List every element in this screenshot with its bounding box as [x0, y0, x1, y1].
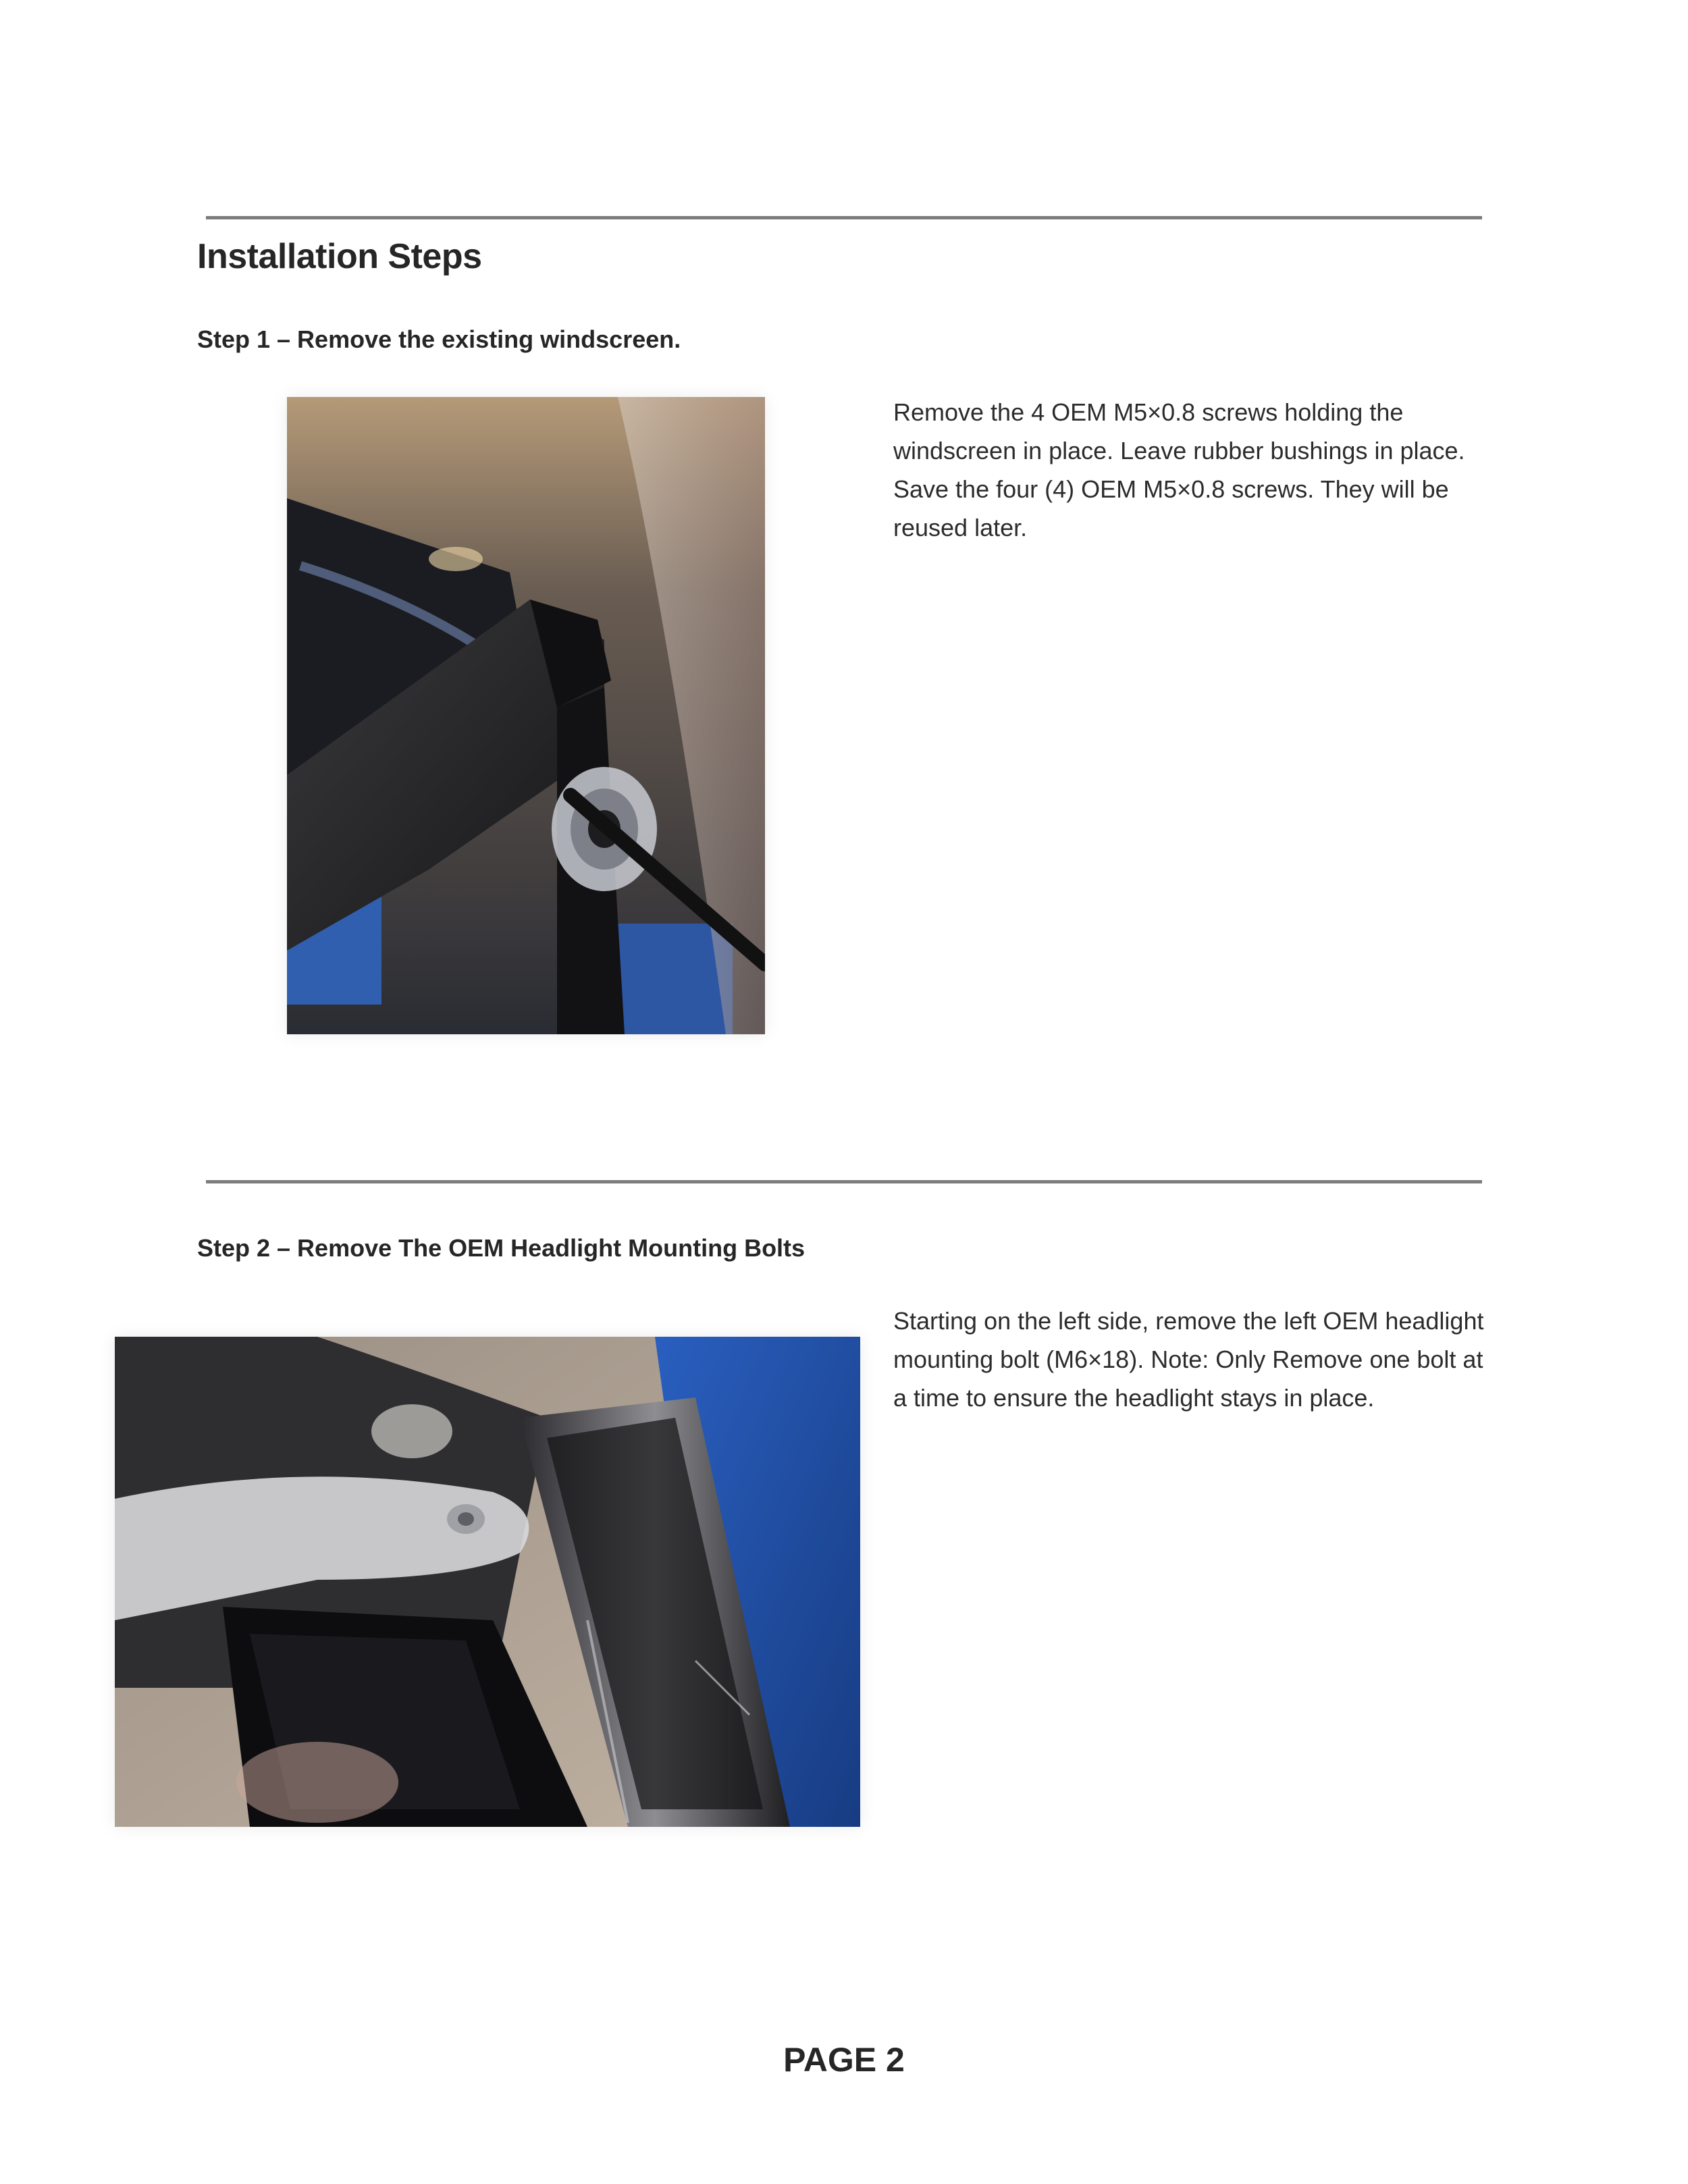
- page-number: PAGE 2: [783, 2041, 905, 2079]
- windscreen-bracket-photo: [287, 397, 765, 1034]
- step-1-text: Remove the 4 OEM M5×0.8 screws holding the windscreen in place. Leave rubber bushings in place. Save the four (4) OEM M5×0.8 screws. They will be reused later.: [893, 398, 1465, 541]
- step-2-title: Step 2 – Remove The OEM Headlight Mounting Bolts: [197, 1234, 806, 1262]
- step-1-photo: [287, 397, 765, 1034]
- section-title: Installation Steps: [197, 237, 482, 276]
- step-2-photo: [115, 1337, 860, 1827]
- top-divider: [206, 216, 1482, 219]
- step-2-text: Starting on the left side, remove the left OEM headlight mounting bolt (M6×18). Note: Only Remove one bolt at a time to ensure the headlight stays in place.: [893, 1307, 1484, 1412]
- middle-divider: [206, 1180, 1482, 1183]
- headlight-mount-photo: [115, 1337, 860, 1827]
- step-1-title: Step 1 – Remove the existing windscreen.: [197, 325, 681, 353]
